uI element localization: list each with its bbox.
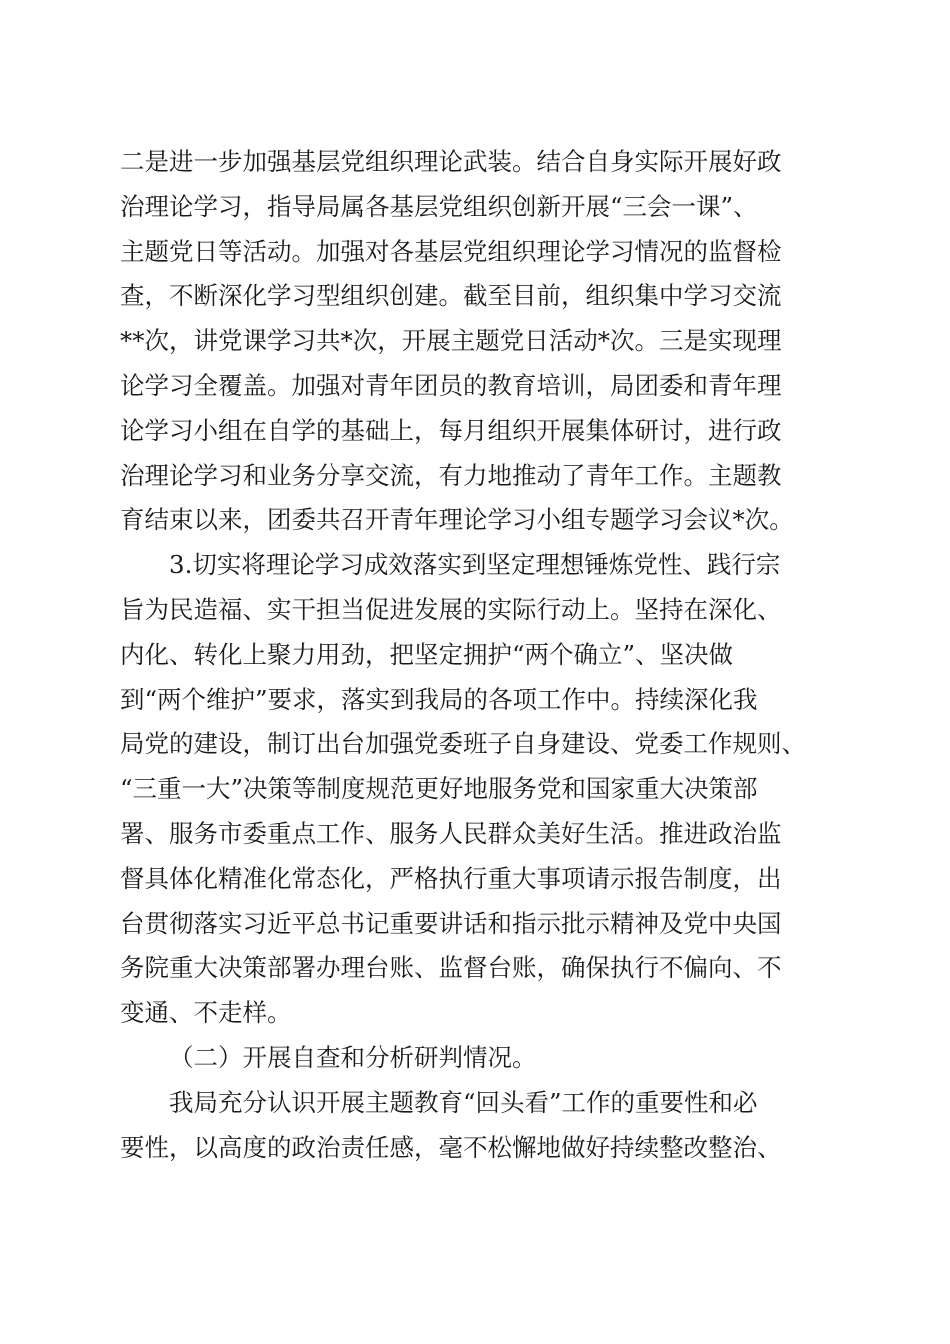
section-heading: （二）开展自查和分析研判情况。 xyxy=(169,1042,537,1072)
paragraph-line: 局党的建设，制订出台加强党委班子自身建设、党委工作规则、 xyxy=(120,729,806,759)
paragraph-line: 要性，以高度的政治责任感，毫不松懈地做好持续整改整治、 xyxy=(120,1132,782,1162)
paragraph-line: “三重一大”决策等制度规范更好地服务党和国家重大决策部 xyxy=(120,774,758,804)
paragraph-line: 育结束以来，团委共召开青年理论学习小组专题学习会议*次。 xyxy=(120,505,794,535)
paragraph-line: 台贯彻落实习近平总书记重要讲话和指示批示精神及党中央国 xyxy=(120,908,782,938)
paragraph-line: 论学习小组在自学的基础上，每月组织开展集体研讨，进行政 xyxy=(120,415,782,445)
paragraph-line: 治理论学习和业务分享交流，有力地推动了青年工作。主题教 xyxy=(120,460,782,490)
paragraph-line: 治理论学习，指导局属各基层党组织创新开展“三会一课”、 xyxy=(120,191,758,221)
paragraph-line: 变通、不走样。 xyxy=(120,998,292,1028)
paragraph-first-line: 我局充分认识开展主题教育“回头看”工作的重要性和必 xyxy=(169,1087,758,1117)
paragraph-line: 署、服务市委重点工作、服务人民群众美好生活。推进政治监 xyxy=(120,818,782,848)
paragraph-line: 旨为民造福、实干担当促进发展的实际行动上。坚持在深化、 xyxy=(120,594,782,624)
paragraph-line: 内化、转化上聚力用劲，把坚定拥护“两个确立”、坚决做 xyxy=(120,639,734,669)
paragraph-line: **次，讲党课学习共*次，开展主题党日活动*次。三是实现理 xyxy=(120,326,782,356)
paragraph-first-line: 3.切实将理论学习成效落实到坚定理想锤炼党性、践行宗 xyxy=(169,550,781,580)
paragraph-line: 到“两个维护”要求，落实到我局的各项工作中。持续深化我 xyxy=(120,684,758,714)
paragraph-line: 查，不断深化学习型组织创建。截至目前，组织集中学习交流 xyxy=(120,281,782,311)
paragraph-line: 务院重大决策部署办理台账、监督台账，确保执行不偏向、不 xyxy=(120,953,782,983)
paragraph-line: 督具体化精准化常态化，严格执行重大事项请示报告制度，出 xyxy=(120,863,782,893)
paragraph-line: 二是进一步加强基层党组织理论武装。结合自身实际开展好政 xyxy=(120,147,782,176)
paragraph-line: 主题党日等活动。加强对各基层党组织理论学习情况的监督检 xyxy=(120,236,782,266)
document-body xyxy=(120,140,840,1170)
paragraph-line: 论学习全覆盖。加强对青年团员的教育培训，局团委和青年理 xyxy=(120,370,782,400)
